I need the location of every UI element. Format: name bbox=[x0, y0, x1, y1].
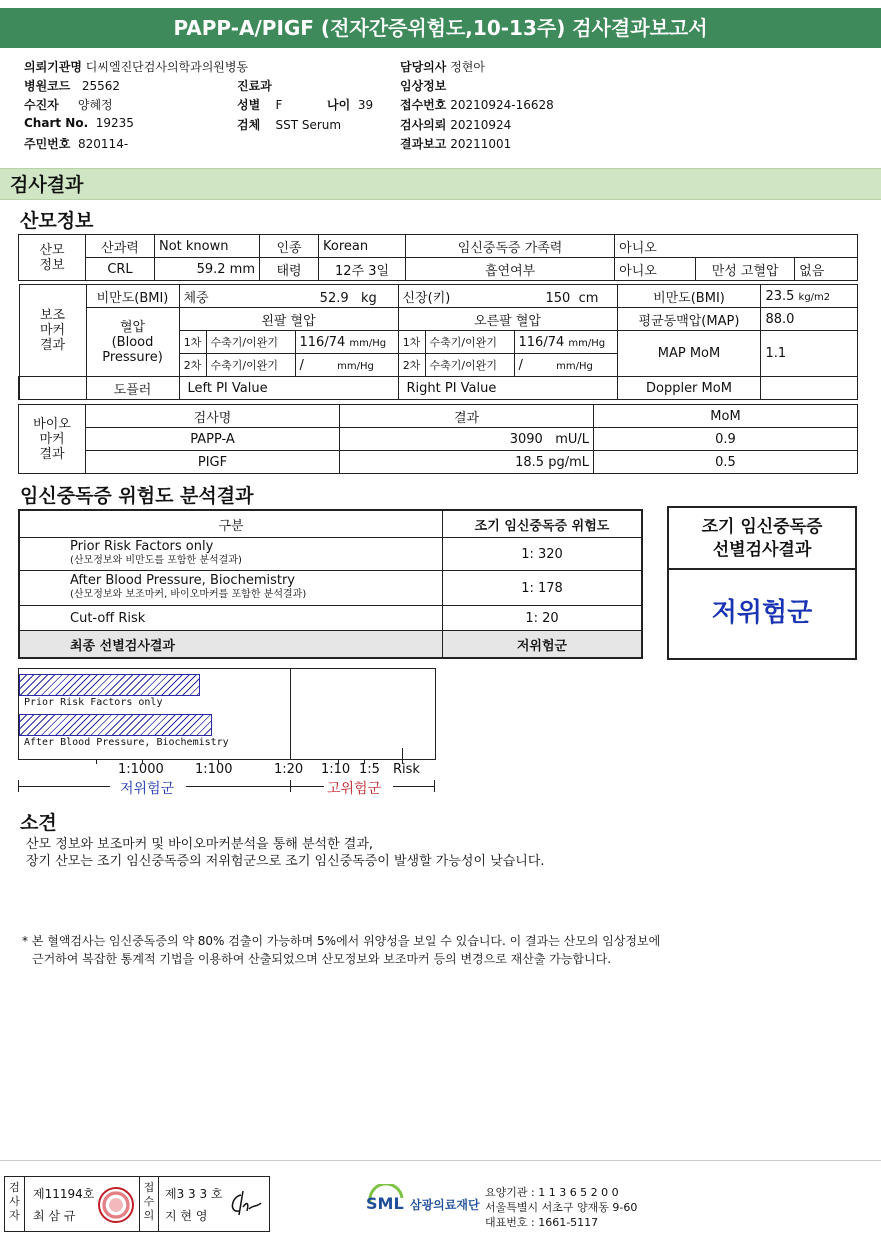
right-bp-2: / bbox=[518, 357, 523, 373]
footer-signatures bbox=[4, 1176, 270, 1232]
right-bp-2-cell bbox=[514, 354, 617, 377]
header-report: 결과보고 20211001 bbox=[400, 137, 512, 151]
weight-value: 52.9 bbox=[319, 290, 349, 306]
crl-label: CRL bbox=[86, 258, 155, 281]
risk-row-prior: Prior Risk Factors only (산모정보와 비만도를 포함한 분석결과) bbox=[19, 538, 443, 571]
right-sys-dia-1: 수축기/이완기 bbox=[425, 331, 514, 354]
opinion-heading: 소견 bbox=[20, 812, 57, 834]
footer-org: 삼광의료재단 bbox=[410, 1198, 480, 1212]
section-results: 검사결과 bbox=[0, 168, 881, 200]
bio-table bbox=[18, 404, 858, 474]
right-second: 2차 bbox=[398, 354, 425, 377]
header-sex: 성별 F bbox=[237, 98, 283, 112]
range-high-line bbox=[290, 786, 324, 787]
result-box bbox=[667, 506, 857, 660]
header-institution: 의뢰기관명 디씨엘진단검사의학과의원병동 bbox=[24, 60, 249, 74]
risk-table bbox=[18, 509, 643, 659]
header-patient: 수진자 양혜정 bbox=[24, 98, 113, 112]
notice-line-2: 근거하여 복잡한 통계적 기법을 이용하여 산출되었으며 산모정보와 보조마커 등의 변경으로 재산출 가능합니다. bbox=[32, 952, 612, 966]
crl-value: 59.2 mm bbox=[155, 258, 260, 281]
tick-risk: Risk bbox=[393, 762, 420, 777]
risk-graph bbox=[18, 668, 436, 760]
hypertension-value: 없음 bbox=[795, 258, 858, 281]
notice-line-1: * 본 혈액검사는 임신중독증의 약 80% 검출이 가능하며 5%에서 위양성을 보일 수 있습니다. 이 결과는 산모의 임상정보에 bbox=[22, 934, 661, 948]
bmi-label: 비만도(BMI) bbox=[86, 285, 179, 308]
left-bp-1-cell bbox=[295, 331, 398, 354]
tick-1-100: 1:100 bbox=[195, 762, 233, 777]
left-sys-dia-2: 수축기/이완기 bbox=[206, 354, 295, 377]
graph-bar-prior bbox=[19, 674, 200, 696]
result-box-value: 저위험군 bbox=[711, 598, 813, 628]
opinion-line-1: 산모 정보와 보조마커 및 바이오마커분석을 통해 분석한 결과, bbox=[26, 837, 374, 852]
bio-col-name: 검사명 bbox=[86, 405, 340, 428]
doppler-label: 도플러 bbox=[86, 377, 179, 400]
map-mom-label: MAP MoM bbox=[617, 331, 761, 377]
delivery-label: 산과력 bbox=[86, 235, 155, 258]
left-pi-label: Left PI Value bbox=[179, 377, 398, 400]
bio-row-result: 18.5 pg/mL bbox=[340, 451, 594, 474]
range-right-end bbox=[434, 780, 435, 792]
header-age: 나이 39 bbox=[327, 98, 374, 112]
bio-row-mom: 0.5 bbox=[594, 451, 858, 474]
risk-value-after: 1: 178 bbox=[443, 571, 643, 606]
bio-row-name: PAPP-A bbox=[86, 428, 340, 451]
sml-logo-text: SML bbox=[366, 1194, 404, 1213]
family-value: 아니오 bbox=[615, 235, 858, 258]
range-high-label: 고위험군 bbox=[327, 781, 382, 797]
fetus-label: 태령 bbox=[260, 258, 319, 281]
tick-1-20: 1:20 bbox=[274, 762, 304, 777]
risk-value-cutoff: 1: 20 bbox=[443, 606, 643, 631]
smoking-value: 아니오 bbox=[615, 258, 696, 281]
risk-value-prior: 1: 320 bbox=[443, 538, 643, 571]
examiner-no: 제11194호 bbox=[33, 1187, 95, 1201]
footer-divider bbox=[0, 1160, 881, 1161]
family-label: 임신중독증 가족력 bbox=[406, 235, 615, 258]
weight-unit: kg bbox=[361, 290, 377, 306]
maternal-table bbox=[18, 234, 858, 281]
range-high-line-right bbox=[393, 786, 434, 787]
header-hospital-code: 병원코드 25562 bbox=[24, 79, 121, 93]
risk-row-cutoff: Cut-off Risk bbox=[19, 606, 443, 631]
confirm-no: 제3 3 3 호 bbox=[165, 1187, 223, 1201]
right-arm-label: 오른팔 혈압 bbox=[398, 308, 617, 331]
header-doctor: 담당의사 정현아 bbox=[400, 60, 485, 74]
left-bp-2-unit: mm/Hg bbox=[337, 360, 374, 372]
left-bp-1: 116/74 bbox=[299, 334, 346, 350]
confirm-label: 접 수 의 bbox=[139, 1177, 159, 1231]
left-bp-1-unit: mm/Hg bbox=[349, 337, 387, 349]
signature-icon bbox=[227, 1187, 263, 1221]
risk-heading: 임신중독증 위험도 분석결과 bbox=[20, 485, 254, 507]
delivery-value: Not known bbox=[155, 235, 260, 258]
header-receipt: 접수번호 20210924-16628 bbox=[400, 98, 554, 112]
risk-row-after: After Blood Pressure, Biochemistry (산모정보와 보조마커, 바이오마커를 포함한 분석결과) bbox=[19, 571, 443, 606]
examiner-name: 최 삼 규 bbox=[33, 1209, 76, 1223]
left-sys-dia-1: 수축기/이완기 bbox=[206, 331, 295, 354]
bio-row-mom: 0.9 bbox=[594, 428, 858, 451]
left-second: 2차 bbox=[179, 354, 206, 377]
bmi-unit: kg/m2 bbox=[798, 291, 831, 303]
bio-col-mom: MoM bbox=[594, 405, 858, 428]
footer-code: 요양기관 : 1 1 3 6 5 2 0 0 bbox=[485, 1186, 619, 1199]
examiner-label: 검 사 자 bbox=[5, 1177, 25, 1231]
bio-row-result: 3090 mU/L bbox=[340, 428, 594, 451]
sml-logo-icon bbox=[366, 1184, 406, 1220]
result-box-title: 조기 임신중독증 선별검사결과 bbox=[669, 508, 855, 570]
left-bp-2: / bbox=[299, 357, 304, 373]
left-arm-label: 왼팔 혈압 bbox=[179, 308, 398, 331]
weight-label: 체중 bbox=[183, 290, 209, 306]
graph-bar-prior-label: Prior Risk Factors only bbox=[24, 697, 163, 708]
right-bp-1-cell bbox=[514, 331, 617, 354]
height-unit: cm bbox=[578, 290, 599, 306]
aux-row-label: 보조 마커 결과 bbox=[19, 285, 86, 377]
footer-phone: 대표번호 : 1661-5117 bbox=[485, 1216, 599, 1229]
smoking-label: 흡연여부 bbox=[406, 258, 615, 281]
race-value: Korean bbox=[319, 235, 406, 258]
range-low-line-right bbox=[186, 786, 290, 787]
confirm-name: 지 현 영 bbox=[165, 1209, 208, 1223]
risk-col-risk: 조기 임신중독증 위험도 bbox=[443, 510, 643, 538]
header-id: 주민번호 820114- bbox=[24, 137, 129, 151]
doppler-mom-label: Doppler MoM bbox=[617, 377, 761, 400]
maternal-row-label: 산모 정보 bbox=[19, 235, 86, 281]
header-treatment: 진료과 bbox=[237, 79, 272, 93]
right-bp-1: 116/74 bbox=[518, 334, 565, 350]
right-bp-2-unit: mm/Hg bbox=[556, 360, 593, 372]
bmi-value: 23.5 bbox=[765, 288, 795, 304]
tick-1-10: 1:10 bbox=[321, 762, 351, 777]
report-title: PAPP-A/PIGF (전자간증위험도,10-13주) 검사결과보고서 bbox=[0, 8, 881, 48]
aux-table bbox=[18, 284, 858, 400]
graph-bar-after bbox=[19, 714, 212, 736]
hypertension-label: 만성 고혈압 bbox=[696, 258, 795, 281]
tick-1-1000: 1:1000 bbox=[118, 762, 164, 777]
height-value: 150 bbox=[545, 290, 571, 306]
weight-cell bbox=[179, 285, 398, 308]
risk-final-value: 저위험군 bbox=[443, 631, 643, 659]
map-mom-value: 1.1 bbox=[761, 331, 858, 377]
header-specimen: 검체 SST Serum bbox=[237, 118, 342, 132]
height-cell bbox=[398, 285, 617, 308]
graph-bar-after-label: After Blood Pressure, Biochemistry bbox=[24, 737, 229, 748]
range-low-label: 저위험군 bbox=[120, 781, 175, 797]
tick-mark bbox=[96, 760, 97, 764]
doppler-mom-value bbox=[761, 377, 858, 400]
range-low-line bbox=[18, 786, 110, 787]
footer-address: 서울특별시 서초구 양재동 9-60 bbox=[485, 1201, 638, 1214]
bio-col-result: 결과 bbox=[340, 405, 594, 428]
right-pi-label: Right PI Value bbox=[398, 377, 617, 400]
race-label: 인종 bbox=[260, 235, 319, 258]
header-request: 검사의뢰 20210924 bbox=[400, 118, 512, 132]
right-bp-1-unit: mm/Hg bbox=[568, 337, 606, 349]
tick-1-5: 1:5 bbox=[359, 762, 380, 777]
bmi2-label: 비만도(BMI) bbox=[617, 285, 761, 308]
map-label: 평균동맥압(MAP) bbox=[617, 308, 761, 331]
map-value: 88.0 bbox=[761, 308, 858, 331]
bp-label: 혈압 (Blood Pressure) bbox=[86, 308, 179, 377]
bmi-cell bbox=[761, 285, 858, 308]
right-sys-dia-2: 수축기/이완기 bbox=[425, 354, 514, 377]
left-bp-2-cell bbox=[295, 354, 398, 377]
bio-row-label: 바이오 마커 결과 bbox=[19, 405, 86, 474]
seal-icon bbox=[98, 1187, 134, 1223]
header-clinical: 임상정보 bbox=[400, 79, 447, 93]
risk-col-category: 구분 bbox=[19, 510, 443, 538]
header-chart: Chart No. 19235 bbox=[24, 116, 134, 130]
height-label: 신장(키) bbox=[402, 290, 451, 306]
fetus-value: 12주 3일 bbox=[319, 258, 406, 281]
graph-cutoff-line bbox=[290, 669, 291, 759]
left-first: 1차 bbox=[179, 331, 206, 354]
opinion-line-2: 장기 산모는 조기 임신중독증의 저위험군으로 조기 임신중독증이 발생할 가능성이 낮습니다. bbox=[26, 854, 545, 869]
risk-final-label: 최종 선별검사결과 bbox=[19, 631, 443, 659]
bio-row-name: PIGF bbox=[86, 451, 340, 474]
maternal-heading: 산모정보 bbox=[20, 210, 94, 232]
right-first: 1차 bbox=[398, 331, 425, 354]
